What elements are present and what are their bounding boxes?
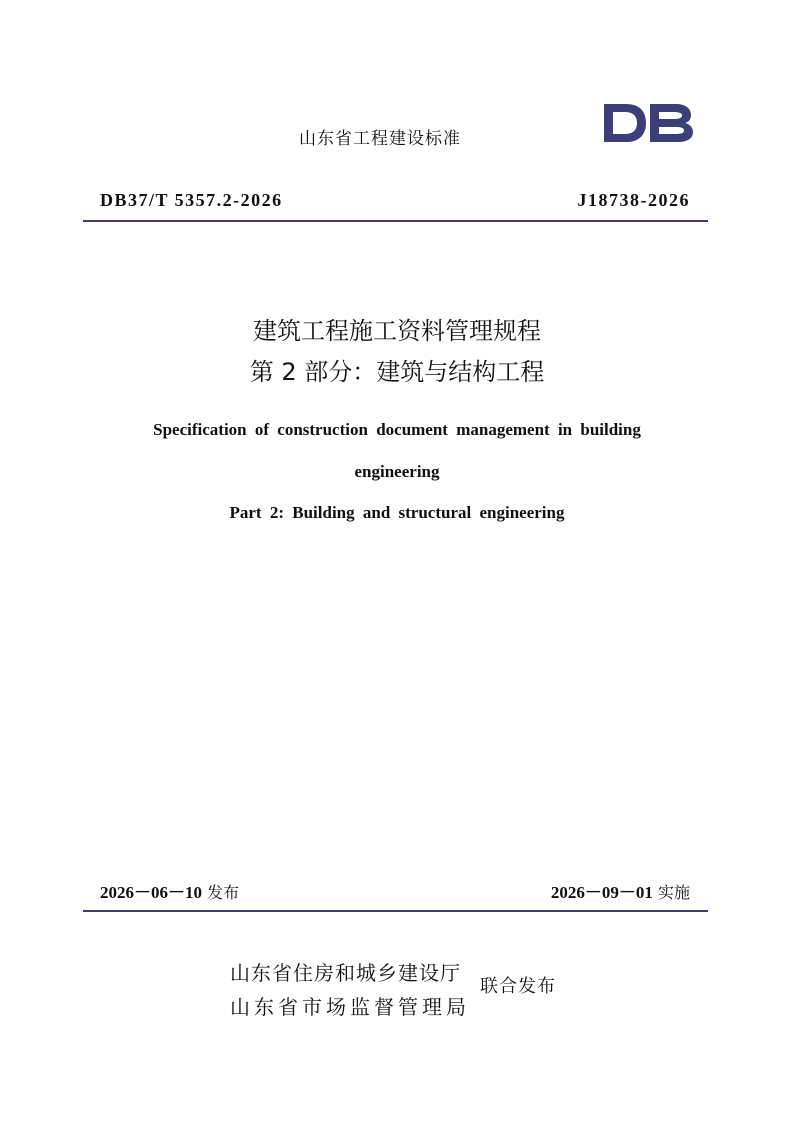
publish-date: 2026－06－10 <box>100 883 202 902</box>
implement-label: 实施 <box>657 883 690 902</box>
title-en-line1: Specification of construction document management in building <box>153 420 641 439</box>
db-logo <box>602 100 694 146</box>
publish-date-block <box>100 878 239 903</box>
title-cn-line2: 第 2 部分：建筑与结构工程 <box>249 358 545 386</box>
issuer-market-regulation: 山东省市场监督管理局 <box>230 995 470 1019</box>
title-en-line3: Part 2: Building and structural engineering <box>229 503 565 522</box>
title-cn-line1: 建筑工程施工资料管理规程 <box>253 317 541 345</box>
title-en-line2: engineering <box>354 462 440 481</box>
implement-date-block <box>551 878 690 903</box>
publish-label: 发布 <box>207 883 240 902</box>
bottom-divider <box>83 910 708 912</box>
joint-publish-label: 联合发布 <box>480 976 556 997</box>
filing-number: J18738-2026 <box>577 190 690 210</box>
standard-type-heading: 山东省工程建设标准 <box>299 129 461 149</box>
issuer-housing-department: 山东省住房和城乡建设厅 <box>230 961 461 985</box>
top-divider <box>83 220 708 222</box>
standard-number: DB37/T 5357.2-2026 <box>100 190 283 210</box>
implement-date: 2026－09－01 <box>550 883 653 902</box>
